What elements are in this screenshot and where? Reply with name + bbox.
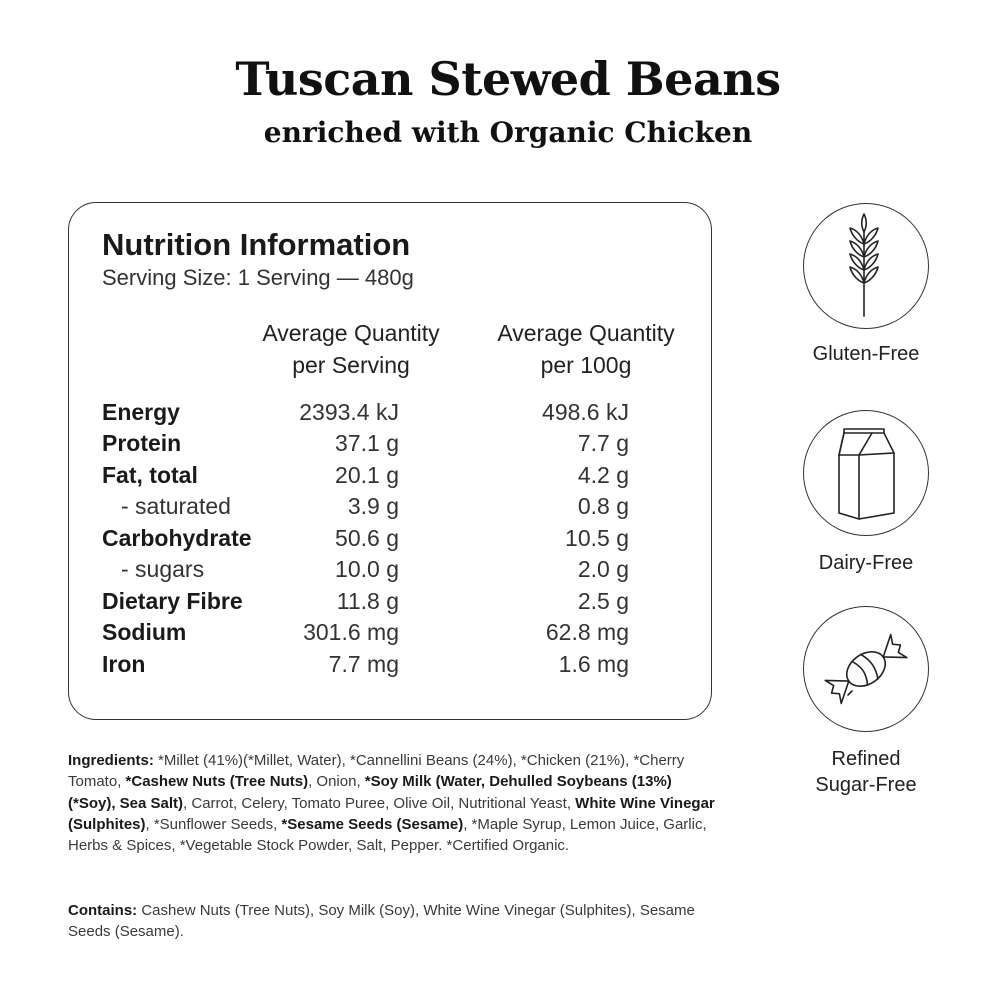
sugar-free-label-line1: Refined — [831, 748, 901, 770]
serving-size: Serving Size: 1 Serving — 480g — [102, 265, 414, 290]
ingredients-part: , *Sunflower Seeds, — [145, 815, 282, 833]
contains-list: Cashew Nuts (Tree Nuts), Soy Milk (Soy), White Wine Vinegar (Sulphites), Sesame Seeds (Sesame). — [68, 902, 695, 941]
dairy-free-badge — [803, 410, 929, 536]
nutrient-value-per-serving: 37.1 g — [335, 430, 399, 456]
sugar-free-badge — [803, 606, 929, 732]
nutrient-value-per-serving: 20.1 g — [335, 462, 399, 488]
allergen-soy-milk: *Soy Milk (Water, Dehulled Soybeans (13%)(*Soy), Sea Salt) — [68, 773, 672, 812]
nutrient-row-protein — [69, 427, 709, 459]
nutrient-value-per-100g: 4.2 g — [577, 462, 629, 488]
nutrient-value-per-serving: 7.7 mg — [328, 651, 399, 677]
column-header-per-serving-line1: Average Quantity — [262, 320, 440, 346]
ingredients-part: , Onion, — [308, 773, 365, 791]
nutrient-row-carbohydrate — [69, 522, 709, 554]
nutrient-label: Iron — [102, 651, 146, 677]
nutrient-row-saturated — [69, 490, 709, 522]
ingredients-part: , *Maple Syrup, Lemon Juice, Garlic, Herbs & Spices, *Vegetable Stock Powder, Salt, Pepper. *Certified Organic. — [68, 815, 707, 855]
allergen-wine-vinegar: White Wine Vinegar (Sulphites) — [68, 794, 715, 833]
ingredients-text — [68, 750, 718, 856]
nutrient-value-per-100g: 10.5 g — [565, 525, 629, 551]
nutrient-label: Energy — [102, 399, 180, 425]
nutrient-label: Protein — [102, 430, 182, 456]
nutrient-value-per-100g: 1.6 mg — [558, 651, 629, 677]
nutrient-row-dietary-fibre — [69, 585, 709, 617]
column-header-per-serving — [251, 317, 451, 381]
column-header-per-100g — [481, 317, 691, 381]
nutrient-label: Carbohydrate — [102, 525, 252, 551]
nutrient-label: Sodium — [102, 619, 187, 645]
nutrient-label: - saturated — [121, 493, 231, 519]
nutrition-panel — [68, 202, 712, 720]
column-header-per-100g-line2: per 100g — [540, 352, 632, 378]
nutrient-value-per-serving: 3.9 g — [347, 493, 399, 519]
nutrient-value-per-100g: 0.8 g — [577, 493, 629, 519]
product-subtitle: enriched with Organic Chicken — [263, 116, 753, 149]
nutrient-row-sodium — [69, 616, 709, 648]
nutrient-label: Dietary Fibre — [102, 588, 243, 614]
contains-text — [68, 900, 718, 943]
nutrient-value-per-serving: 10.0 g — [335, 556, 399, 582]
allergen-cashew: *Cashew Nuts (Tree Nuts) — [125, 773, 309, 791]
nutrient-row-fat-total — [69, 459, 709, 491]
wheat-icon — [804, 204, 930, 330]
product-title: Tuscan Stewed Beans — [235, 52, 781, 106]
nutrient-label: - sugars — [121, 556, 205, 582]
nutrient-value-per-100g: 7.7 g — [577, 430, 629, 456]
sugar-free-label-line2: Sugar-Free — [815, 774, 917, 796]
gluten-free-badge — [803, 203, 929, 329]
sugar-free-label — [786, 746, 946, 798]
milk-carton-icon — [804, 411, 930, 537]
nutrition-heading: Nutrition Information — [102, 227, 411, 262]
nutrient-value-per-100g: 2.0 g — [577, 556, 629, 582]
nutrient-value-per-100g: 2.5 g — [577, 588, 629, 614]
nutrient-row-energy — [69, 396, 709, 428]
nutrient-row-sugars — [69, 553, 709, 585]
column-header-per-serving-line2: per Serving — [292, 352, 410, 378]
dairy-free-label: Dairy-Free — [818, 552, 914, 574]
nutrient-row-iron — [69, 648, 709, 680]
nutrient-value-per-100g: 62.8 mg — [545, 619, 629, 645]
column-header-per-100g-line1: Average Quantity — [497, 320, 675, 346]
nutrient-label: Fat, total — [102, 462, 198, 488]
gluten-free-label: Gluten-Free — [812, 343, 920, 365]
candy-icon — [804, 607, 930, 733]
nutrient-value-per-100g: 498.6 kJ — [542, 399, 629, 425]
nutrient-value-per-serving: 2393.4 kJ — [299, 399, 399, 425]
nutrient-value-per-serving: 301.6 mg — [303, 619, 399, 645]
nutrient-value-per-serving: 50.6 g — [335, 525, 399, 551]
contains-label: Contains: — [68, 902, 138, 919]
allergen-sesame: *Sesame Seeds (Sesame) — [281, 815, 464, 833]
ingredients-label: Ingredients: — [68, 752, 154, 769]
ingredients-part: , Carrot, Celery, Tomato Puree, Olive Oil, Nutritional Yeast, — [183, 794, 576, 812]
ingredients-part: *Millet (41%)(*Millet, Water), *Cannellini Beans (24%), *Chicken (21%), *Cherry Tomato, — [68, 752, 685, 791]
nutrient-value-per-serving: 11.8 g — [336, 588, 399, 614]
